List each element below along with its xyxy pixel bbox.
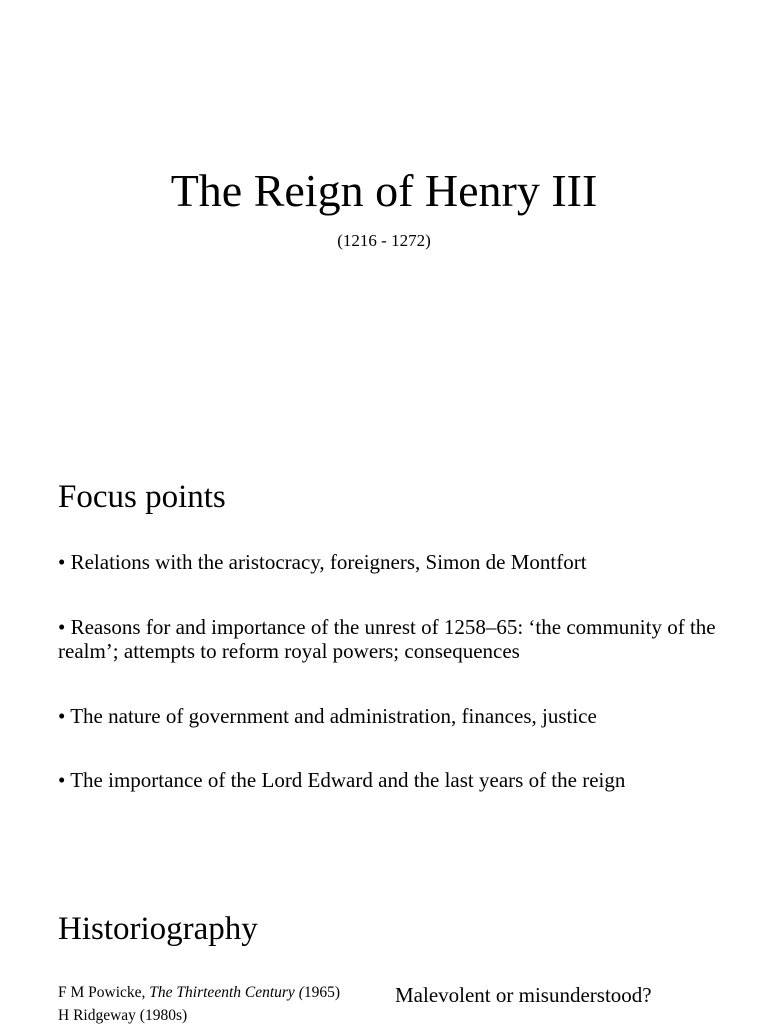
reference-author: F M Powicke, (58, 984, 150, 1001)
focus-point-text: Relations with the aristocracy, foreigners, Simon de Montfort (70, 550, 587, 574)
focus-point-text: Reasons for and importance of the unrest of 1258–65: ‘the community of the realm’; attempts to reform royal powers; consequences (58, 615, 716, 663)
reference-work-title: The Thirteenth Century ( (149, 984, 304, 1001)
focus-point-item (58, 615, 728, 663)
focus-point-item (58, 768, 728, 792)
reign-dates: (1216 - 1272) (337, 231, 431, 250)
historiography-question: Malevolent or misunderstood? (395, 983, 652, 1007)
bullet-symbol: • (58, 704, 66, 728)
historiography-reference (58, 983, 340, 1003)
reference-author: H Ridgeway (1980s) (58, 1007, 188, 1024)
bullet-symbol: • (58, 615, 66, 639)
historiography-reference (58, 1006, 187, 1024)
focus-points-heading: Focus points (58, 479, 226, 515)
focus-point-item (58, 704, 728, 728)
historiography-heading: Historiography (58, 911, 258, 947)
bullet-symbol: • (58, 768, 66, 792)
focus-point-text: The importance of the Lord Edward and the last years of the reign (70, 768, 626, 792)
reference-year: 1965) (303, 984, 341, 1001)
focus-point-item (58, 550, 728, 574)
focus-point-text: The nature of government and administration, finances, justice (70, 704, 597, 728)
bullet-symbol: • (58, 550, 66, 574)
document-title: The Reign of Henry III (170, 165, 598, 216)
